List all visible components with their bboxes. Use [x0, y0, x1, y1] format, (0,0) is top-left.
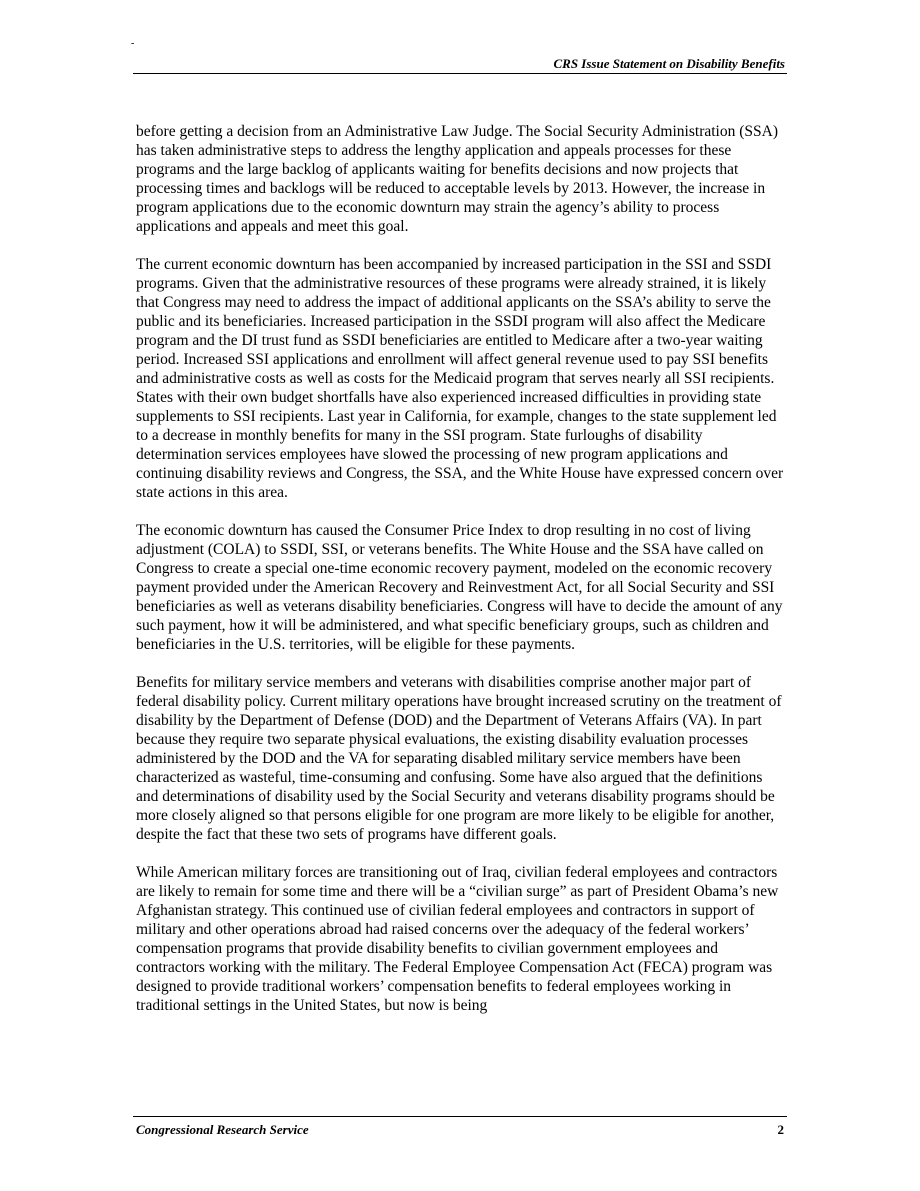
footer-source: Congressional Research Service [136, 1122, 309, 1137]
paragraph-1: before getting a decision from an Administrative Law Judge. The Social Security Administration (SSA) has taken administrative steps to address the lengthy application and appeals processes for these programs and the large backlog of applicants waiting for benefits decisions and now projects that processing times and backlogs will be reduced to acceptable levels by 2013. However, the increase in program applications due to the economic downturn may strain the agency’s ability to process applications and appeals and meet this goal. [136, 123, 778, 235]
header-title: CRS Issue Statement on Disability Benefits [553, 56, 785, 71]
running-footer [133, 1116, 787, 1139]
document-body [136, 122, 787, 1015]
running-header [133, 55, 787, 74]
paragraph-5: While American military forces are transitioning out of Iraq, civilian federal employees and contractors are likely to remain for some time and there will be a “civilian surge” as part of President Obama’s new Afghanistan strategy. This continued use of civilian federal employees and contractors in support of military and other operations abroad had raised concerns over the adequacy of the federal workers’ compensation programs that provide disability benefits to civilian government employees and contractors working with the military. The Federal Employee Compensation Act (FECA) program was designed to provide traditional workers’ compensation benefits to federal employees working in traditional settings in the United States, but now is being [136, 864, 779, 1014]
corner-mark: - [131, 38, 135, 49]
paragraph-2: The current economic downturn has been accompanied by increased participation in the SSI and SSDI programs. Given that the administrative resources of these programs were already strained, it is likely that Congress may need to address the impact of additional applicants on the SSA’s ability to serve the public and its beneficiaries. Increased participation in the SSDI program will also affect the Medicare program and the DI trust fund as SSDI beneficiaries are entitled to Medicare after a two-year waiting period. Increased SSI applications and enrollment will affect general revenue used to pay SSI benefits and administrative costs as well as costs for the Medicaid program that serves nearly all SSI recipients. States with their own budget shortfalls have also experienced increased difficulties in providing state supplements to SSI recipients. Last year in California, for example, changes to the state supplement led to a decrease in monthly benefits for many in the SSI program. State furloughs of disability determination services employees have slowed the processing of new program applications and continuing disability reviews and Congress, the SSA, and the White House have expressed concern over state actions in this area. [136, 256, 784, 501]
page-number: 2 [777, 1122, 784, 1137]
paragraph-4: Benefits for military service members and veterans with disabilities comprise another major part of federal disability policy. Current military operations have brought increased scrutiny on the treatment of disability by the Department of Defense (DOD) and the Department of Veterans Affairs (VA). In part because they require two separate physical evaluations, the existing disability evaluation processes administered by the DOD and the VA for separating disabled military service members have been characterized as wasteful, time-consuming and confusing. Some have also argued that the definitions and determinations of disability used by the Social Security and veterans disability programs should be more closely aligned so that persons eligible for one program are more likely to be eligible for another, despite the fact that these two sets of programs have different goals. [136, 674, 782, 843]
paragraph-3: The economic downturn has caused the Consumer Price Index to drop resulting in no cost of living adjustment (COLA) to SSDI, SSI, or veterans benefits. The White House and the SSA have called on Congress to create a special one-time economic recovery payment, modeled on the economic recovery payment provided under the American Recovery and Reinvestment Act, for all Social Security and SSI beneficiaries as well as veterans disability beneficiaries. Congress will have to decide the amount of any such payment, how it will be administered, and what specific beneficiary groups, such as children and beneficiaries in the U.S. territories, will be eligible for these payments. [136, 522, 783, 653]
